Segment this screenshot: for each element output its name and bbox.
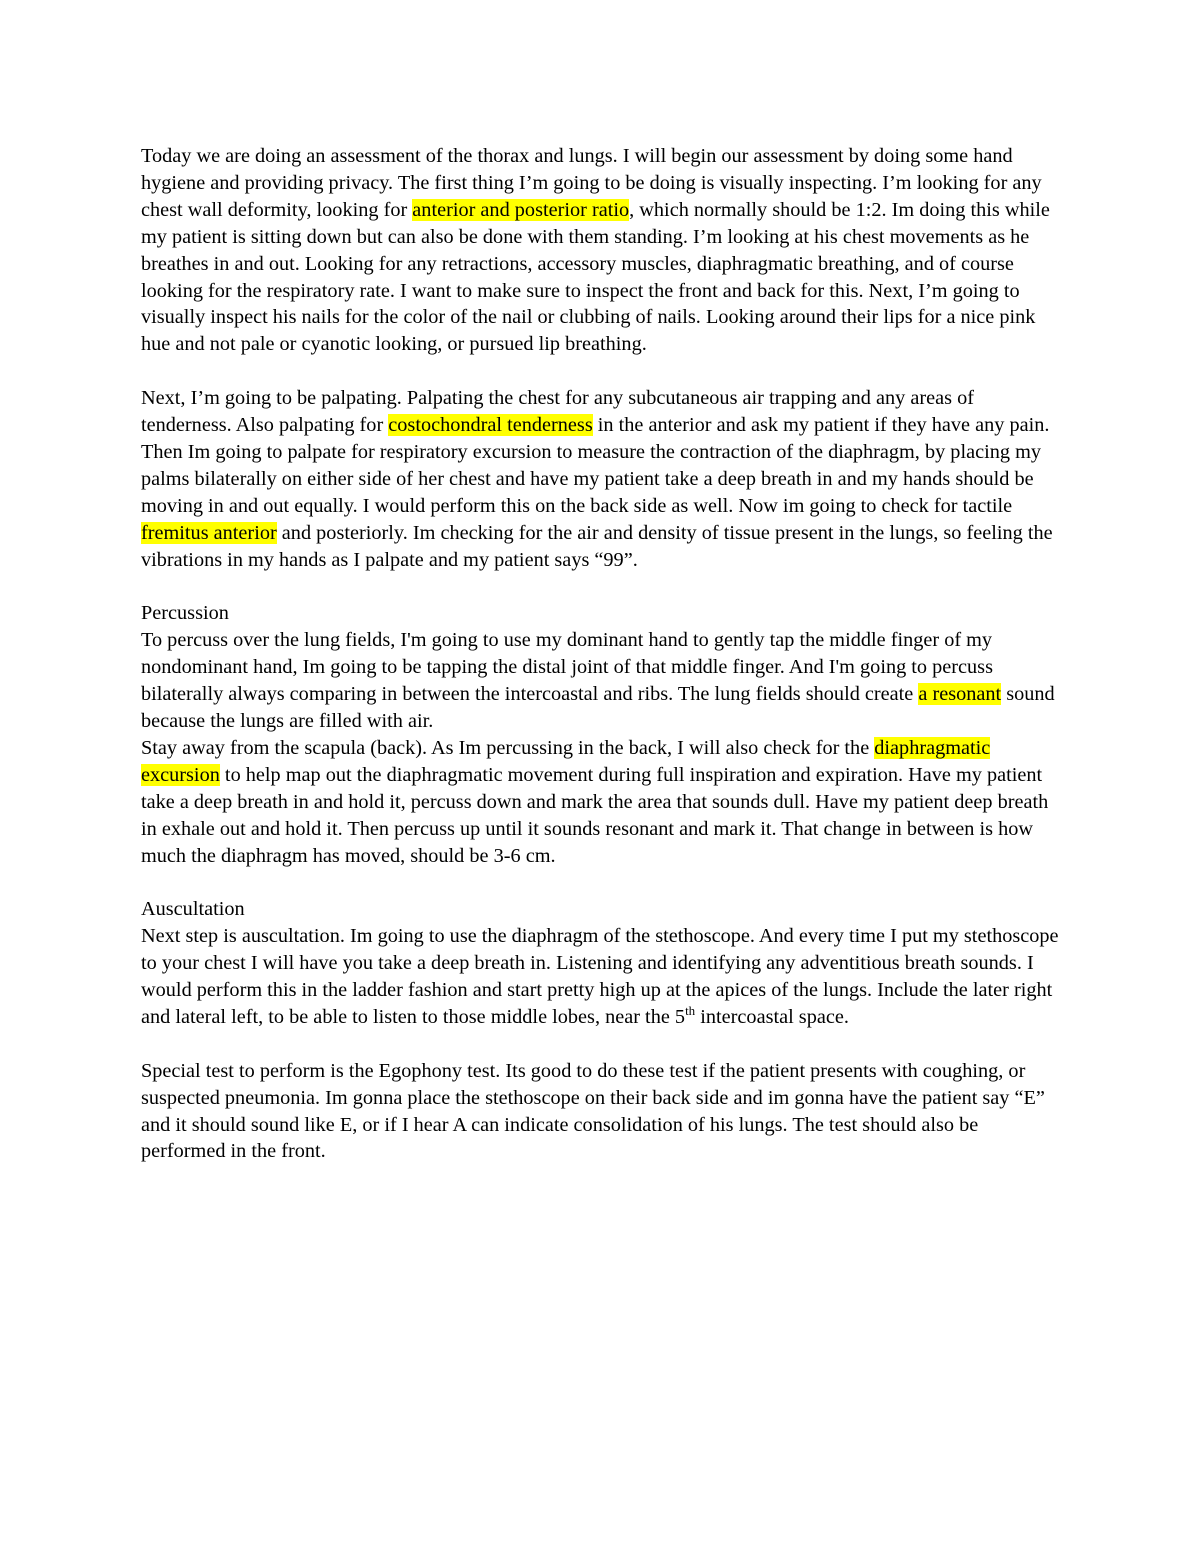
intro-paragraph <box>141 143 1066 358</box>
percussion-text: To percuss over the lung fields, I'm going to use my dominant hand to gently tap the middle finger of my nondominant hand, Im going to be tapping the distal joint of that middle finger. And I'm going to percuss bilaterally always comparing in between the intercoastal and ribs. The lung fields should create <box>141 629 993 706</box>
percussion-text-continued: sound because the lungs are filled with air. <box>141 683 1055 732</box>
palpation-text: Next, I’m going to be palpating. Palpating the chest for any subcutaneous air trapping and any areas of tenderness. Also palpating for <box>141 387 974 437</box>
palpation-text-end: and posteriorly. Im checking for the air and density of tissue present in the lungs, so feeling the vibrations in my hands as I palpate and my patient says “99”. <box>141 521 1053 571</box>
highlight-diaphragmatic-excursion: diaphragmatic excursion <box>141 736 991 786</box>
auscultation-paragraph <box>141 923 1066 1031</box>
percussion-paragraph-1 <box>141 627 1066 735</box>
palpation-paragraph <box>141 385 1066 573</box>
intro-text: Today we are doing an assessment of the thorax and lungs. I will begin our assessment by doing some hand hygiene and providing privacy. The first thing I’m going to be doing is visually inspecting. I’m looking for any chest wall deformity, looking for <box>141 145 1042 221</box>
percussion-section <box>141 600 1066 869</box>
auscultation-text-end: intercoastal space. <box>695 1005 849 1028</box>
highlight-costochondral-tenderness: costochondral tenderness <box>388 414 593 437</box>
special-test-paragraph <box>141 1058 1066 1166</box>
palpation-text-continued: in the anterior and ask my patient if they have any pain. Then Im going to palpate for respiratory excursion to measure the contraction of the diaphragm, by placing my palms bilaterally on either side of her chest and have my patient take a deep breath in and my hands should be moving in and out equally. I would perform this on the back side as well. Now im going to check for tactile <box>141 414 1050 517</box>
intro-text-continued: , which normally should be 1:2. Im doing this while my patient is sitting down but can also be done with them standing. I’m looking at his chest movements as he breathes in and out. Looking for any retractions, accessory muscles, diaphragmatic breathing, and of course looking for the respiratory rate. I want to make sure to inspect the front and back for this. Next, I’m going to visually inspect his nails for the color of the nail or clubbing of nails. Looking around their lips for a nice pink hue and not pale or cyanotic looking, or pursued lip breathing. <box>141 198 1050 356</box>
highlight-a-resonant: a resonant <box>918 683 1002 706</box>
superscript-th: th <box>685 1003 696 1019</box>
document-body <box>141 143 1066 1192</box>
highlight-anterior-posterior-ratio: anterior and posterior ratio <box>412 198 630 221</box>
special-test-text: Special test to perform is the Egophony test. Its good to do these test if the patient presents with coughing, or suspected pneumonia. Im gonna place the stethoscope on their back side and im gonna have the patient say “E” and it should sound like E, or if I hear A can indicate consolidation of his lungs. The test should also be performed in the front. <box>141 1059 1045 1163</box>
auscultation-text: Next step is auscultation. Im going to use the diaphragm of the stethoscope. And every time I put my stethoscope to your chest I will have you take a deep breath in. Listening and identifying any adventitious breath sounds. I would perform this in the ladder fashion and start pretty high up at the apices of the lungs. Include the later right and lateral left, to be able to listen to those middle lobes, near the 5 <box>141 925 1059 1028</box>
auscultation-heading: Auscultation <box>141 898 245 921</box>
percussion-scapula-text: Stay away from the scapula (back). As Im percussing in the back, I will also check for the <box>141 736 875 759</box>
percussion-paragraph-2 <box>141 735 1066 870</box>
percussion-heading: Percussion <box>141 602 229 625</box>
percussion-excursion-text: to help map out the diaphragmatic movement during full inspiration and expiration. Have my patient take a deep breath in and hold it, percuss down and mark the area that sounds dull. Have my patient deep breath in exhale out and hold it. Then percuss up until it sounds resonant and mark it. That change in between is how much the diaphragm has moved, should be 3-6 cm. <box>141 763 1049 867</box>
highlight-fremitus-anterior: fremitus anterior <box>141 521 277 544</box>
auscultation-section <box>141 896 1066 1031</box>
